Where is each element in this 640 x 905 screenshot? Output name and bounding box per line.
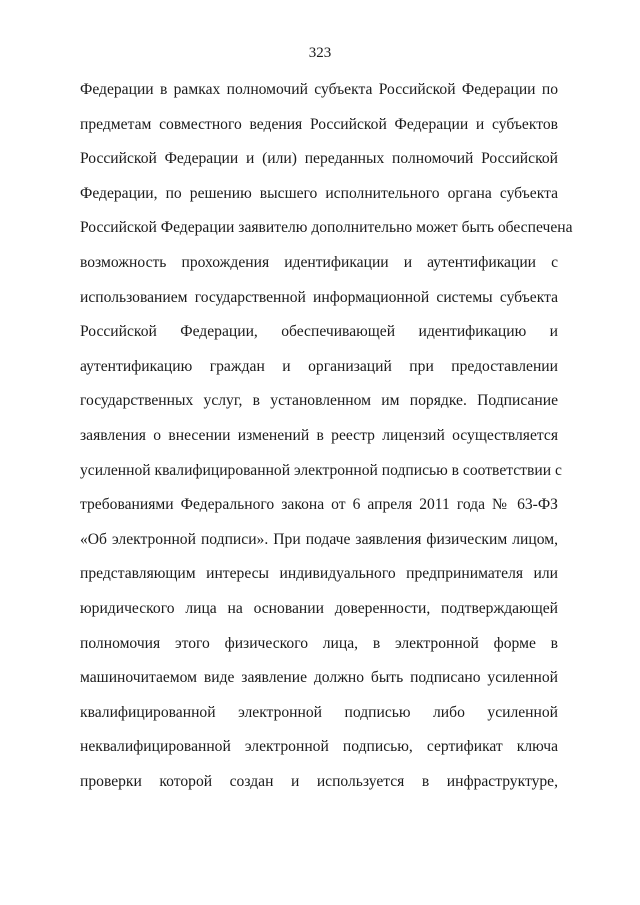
text-line: «Об электронной подписи». При подаче заявления физическим лицом,	[80, 530, 558, 548]
text-line: использованием государственной информационной системы субъекта	[80, 288, 558, 306]
text-line: аутентификацию граждан и организаций при предоставлении	[80, 357, 558, 375]
body-text	[80, 80, 573, 806]
text-line: Федерации, по решению высшего исполнительного органа субъекта	[80, 184, 558, 202]
text-line: Российской Федерации, обеспечивающей идентификацию и	[80, 323, 558, 341]
text-line: полномочия этого физического лица, в электронной форме в	[80, 634, 558, 652]
text-line: Российской Федерации и (или) переданных полномочий Российской	[80, 150, 558, 168]
text-line: представляющим интересы индивидуального предпринимателя или	[80, 565, 558, 583]
text-line: усиленной квалифицированной электронной подписью в соответствии с	[80, 461, 562, 479]
text-line: неквалифицированной электронной подписью, сертификат ключа	[80, 738, 558, 756]
text-line: требованиями Федерального закона от 6 апреля 2011 года № 63-ФЗ	[80, 496, 558, 514]
text-line: квалифицированной электронной подписью либо усиленной	[80, 703, 558, 721]
text-line: проверки которой создан и используется в инфраструктуре,	[80, 772, 558, 790]
text-line: Российской Федерации заявителю дополнительно может быть обеспечена	[80, 219, 573, 237]
text-line: государственных услуг, в установленном им порядке. Подписание	[80, 392, 558, 410]
page-number: 323	[308, 45, 332, 61]
text-line: юридического лица на основании доверенности, подтверждающей	[80, 599, 558, 617]
text-line: предметам совместного ведения Российской Федерации и субъектов	[80, 115, 558, 133]
text-line: машиночитаемом виде заявление должно быть подписано усиленной	[80, 669, 558, 687]
text-line: Федерации в рамках полномочий субъекта Российской Федерации по	[80, 81, 558, 98]
text-line: возможность прохождения идентификации и аутентификации с	[80, 253, 558, 271]
text-line: заявления о внесении изменений в реестр лицензий осуществляется	[80, 426, 558, 444]
